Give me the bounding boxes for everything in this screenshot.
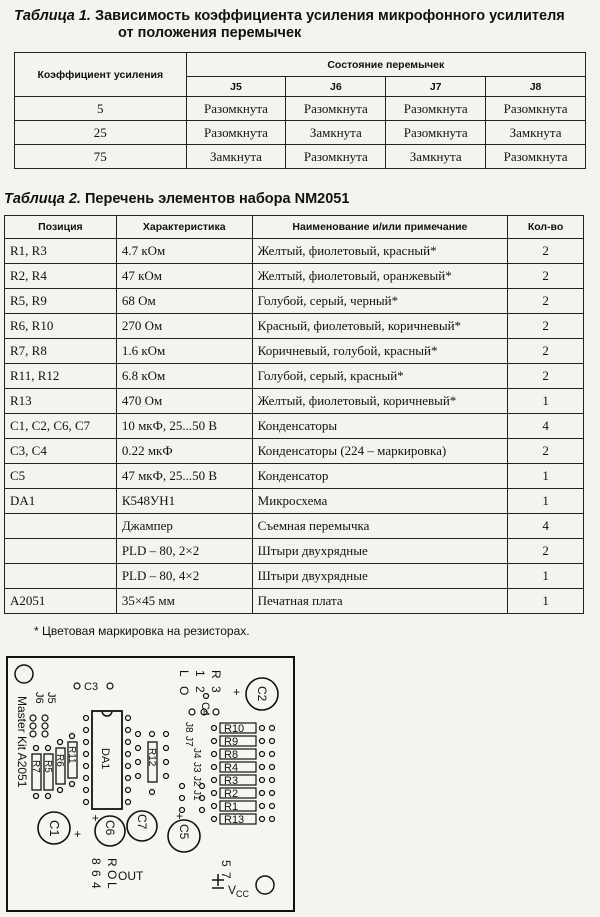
quantity-cell: 2 xyxy=(508,339,584,364)
chip-label: DA1 xyxy=(99,748,111,770)
gain-table xyxy=(14,52,586,169)
position-cell: R1, R3 xyxy=(5,239,117,264)
jumper-label: J8 xyxy=(183,722,194,733)
characteristic-cell: 1.6 кОм xyxy=(116,339,252,364)
characteristic-cell: PLD – 80, 2×2 xyxy=(116,539,252,564)
pin-label: 4 xyxy=(89,882,103,889)
header-characteristic: Характеристика xyxy=(116,216,252,239)
state-cell: Замкнута xyxy=(486,121,586,145)
kit-label: Master Kit A2051 xyxy=(15,696,29,788)
quantity-cell: 2 xyxy=(508,364,584,389)
quantity-cell: 1 xyxy=(508,589,584,614)
res-label: R10 xyxy=(224,723,245,735)
position-cell xyxy=(5,514,117,539)
pcb-layout xyxy=(6,656,296,913)
table1-label: Таблица 1. xyxy=(14,8,91,24)
table-row xyxy=(5,364,584,389)
table1-title-line2: от положения перемычек xyxy=(118,25,302,41)
cap-label-c7: C7 xyxy=(135,814,149,830)
position-cell: C1, C2, C6, C7 xyxy=(5,414,117,439)
cap-label-c6: C6 xyxy=(103,820,117,836)
name-cell: Голубой, серый, красный* xyxy=(252,364,507,389)
characteristic-cell: 270 Ом xyxy=(116,314,252,339)
res-label: R7 xyxy=(30,760,41,773)
table-row xyxy=(5,514,584,539)
name-cell: Съемная перемычка xyxy=(252,514,507,539)
name-cell: Конденсаторы xyxy=(252,414,507,439)
quantity-cell: 2 xyxy=(508,239,584,264)
name-cell: Штыри двухрядные xyxy=(252,564,507,589)
res-label: R11 xyxy=(66,746,77,764)
res-label: R4 xyxy=(224,762,239,774)
header-j8: J8 xyxy=(486,77,586,97)
gain-cell: 5 xyxy=(15,97,187,121)
jumper-label: J3 xyxy=(191,762,202,773)
state-cell: Замкнута xyxy=(186,145,286,169)
cap-label-c4: C4 xyxy=(199,702,211,717)
state-cell: Разомкнута xyxy=(186,97,286,121)
state-cell: Разомкнута xyxy=(186,121,286,145)
pin-label: R xyxy=(209,670,223,679)
name-cell: Конденсатор xyxy=(252,464,507,489)
plus-sign: + xyxy=(74,827,82,841)
vcc-label: $V_{CC}$ xyxy=(228,883,250,899)
header-j7: J7 xyxy=(386,77,486,97)
characteristic-cell: 47 мкФ, 25...50 В xyxy=(116,464,252,489)
name-cell: Штыри двухрядные xyxy=(252,539,507,564)
header-gain: Коэффициент усиления xyxy=(15,53,187,97)
jumper-label-j6: J6 xyxy=(33,692,45,704)
name-cell: Голубой, серый, черный* xyxy=(252,289,507,314)
table-row xyxy=(5,414,584,439)
jumper-label: J1 xyxy=(191,790,202,801)
position-cell: R6, R10 xyxy=(5,314,117,339)
header-j5: J5 xyxy=(186,77,286,97)
name-cell: Желтый, фиолетовый, оранжевый* xyxy=(252,264,507,289)
table2-title-text: Перечень элементов набора NM2051 xyxy=(84,191,350,207)
table1-title-line1: Зависимость коэффициента усиления микрофонного усилителя xyxy=(94,8,565,24)
characteristic-cell: 68 Ом xyxy=(116,289,252,314)
pin-label: O xyxy=(105,870,119,880)
table-row xyxy=(5,239,584,264)
jumper-label: J2 xyxy=(191,776,202,787)
pin-label: L xyxy=(177,670,191,677)
res-label: R9 xyxy=(224,736,239,748)
header-position: Позиция xyxy=(5,216,117,239)
state-cell: Разомкнута xyxy=(386,121,486,145)
pin-label: 6 xyxy=(89,870,103,877)
table-row xyxy=(5,464,584,489)
pin-label: R xyxy=(105,858,119,867)
position-cell: R11, R12 xyxy=(5,364,117,389)
table-row xyxy=(15,121,586,145)
characteristic-cell: PLD – 80, 4×2 xyxy=(116,564,252,589)
table2-label: Таблица 2. xyxy=(4,191,81,207)
plus-sign: + xyxy=(233,685,241,699)
position-cell: R13 xyxy=(5,389,117,414)
state-cell: Разомкнута xyxy=(486,97,586,121)
footnote: * Цветовая маркировка на резисторах. xyxy=(34,624,250,638)
res-label: R13 xyxy=(224,814,245,826)
pin-label: 8 xyxy=(89,858,103,865)
characteristic-cell: 47 кОм xyxy=(116,264,252,289)
parts-table xyxy=(4,215,584,614)
cap-label-c3: C3 xyxy=(84,681,99,693)
position-cell: C3, C4 xyxy=(5,439,117,464)
table-row xyxy=(15,97,586,121)
name-cell: Желтый, фиолетовый, красный* xyxy=(252,239,507,264)
pin-label: O xyxy=(177,686,191,696)
jumper-label: J7 xyxy=(183,736,194,747)
quantity-cell: 2 xyxy=(508,314,584,339)
table-row xyxy=(5,289,584,314)
res-label: R1 xyxy=(224,801,239,813)
position-cell: R5, R9 xyxy=(5,289,117,314)
name-cell: Печатная плата xyxy=(252,589,507,614)
res-label: R2 xyxy=(224,788,239,800)
pin-label: 2 xyxy=(193,686,207,693)
table-row xyxy=(5,564,584,589)
quantity-cell: 1 xyxy=(508,389,584,414)
gain-cell: 75 xyxy=(15,145,187,169)
pin-label: 1 xyxy=(193,670,207,677)
characteristic-cell: 470 Ом xyxy=(116,389,252,414)
pin-label: 3 xyxy=(209,686,223,693)
state-cell: Замкнута xyxy=(286,121,386,145)
characteristic-cell: Джампер xyxy=(116,514,252,539)
quantity-cell: 4 xyxy=(508,414,584,439)
table2-title xyxy=(4,191,349,207)
quantity-cell: 1 xyxy=(508,464,584,489)
characteristic-cell: 0.22 мкФ xyxy=(116,439,252,464)
header-jumper-state: Состояние перемычек xyxy=(186,53,585,77)
header-quantity: Кол-во xyxy=(508,216,584,239)
position-cell: DA1 xyxy=(5,489,117,514)
table-row xyxy=(15,145,586,169)
table-row xyxy=(5,539,584,564)
quantity-cell: 1 xyxy=(508,489,584,514)
state-cell: Разомкнута xyxy=(386,97,486,121)
header-j6: J6 xyxy=(286,77,386,97)
res-label: R8 xyxy=(224,749,239,761)
name-cell: Конденсаторы (224 – маркировка) xyxy=(252,439,507,464)
res-label: R3 xyxy=(224,775,239,787)
table-row xyxy=(5,589,584,614)
position-cell xyxy=(5,564,117,589)
table-row xyxy=(5,389,584,414)
name-cell: Микросхема xyxy=(252,489,507,514)
quantity-cell: 2 xyxy=(508,439,584,464)
position-cell: R7, R8 xyxy=(5,339,117,364)
jumper-label: J4 xyxy=(191,748,202,759)
res-label: R6 xyxy=(54,754,65,767)
table-row xyxy=(5,314,584,339)
state-cell: Разомкнута xyxy=(286,145,386,169)
position-cell xyxy=(5,539,117,564)
state-cell: Замкнута xyxy=(386,145,486,169)
name-cell: Желтый, фиолетовый, коричневый* xyxy=(252,389,507,414)
name-cell: Красный, фиолетовый, коричневый* xyxy=(252,314,507,339)
characteristic-cell: К548УН1 xyxy=(116,489,252,514)
table-row xyxy=(5,439,584,464)
characteristic-cell: 4.7 кОм xyxy=(116,239,252,264)
cap-label-c1: C1 xyxy=(47,820,62,837)
cap-label-c2: C2 xyxy=(255,686,269,702)
gain-cell: 25 xyxy=(15,121,187,145)
characteristic-cell: 10 мкФ, 25...50 В xyxy=(116,414,252,439)
jumper-label-j5: J5 xyxy=(45,692,57,704)
res-label: R5 xyxy=(42,760,53,773)
cap-label-c5: C5 xyxy=(177,824,191,840)
pin-label: 5 xyxy=(219,860,233,867)
quantity-cell: 2 xyxy=(508,539,584,564)
position-cell: A2051 xyxy=(5,589,117,614)
position-cell: C5 xyxy=(5,464,117,489)
table-row xyxy=(5,264,584,289)
state-cell: Разомкнута xyxy=(486,145,586,169)
characteristic-cell: 6.8 кОм xyxy=(116,364,252,389)
plus-sign: + xyxy=(92,811,100,825)
name-cell: Коричневый, голубой, красный* xyxy=(252,339,507,364)
quantity-cell: 2 xyxy=(508,264,584,289)
quantity-cell: 1 xyxy=(508,564,584,589)
out-label: OUT xyxy=(118,869,144,883)
plus-sign: + xyxy=(176,809,184,823)
pin-label: 7 xyxy=(219,872,233,879)
state-cell: Разомкнута xyxy=(286,97,386,121)
characteristic-cell: 35×45 мм xyxy=(116,589,252,614)
header-name: Наименование и/или примечание xyxy=(252,216,507,239)
table-row xyxy=(5,339,584,364)
position-cell: R2, R4 xyxy=(5,264,117,289)
pin-label: L xyxy=(105,882,119,889)
quantity-cell: 2 xyxy=(508,289,584,314)
table1-title xyxy=(14,8,594,42)
table-row xyxy=(5,489,584,514)
res-label: R12 xyxy=(146,748,157,767)
quantity-cell: 4 xyxy=(508,514,584,539)
